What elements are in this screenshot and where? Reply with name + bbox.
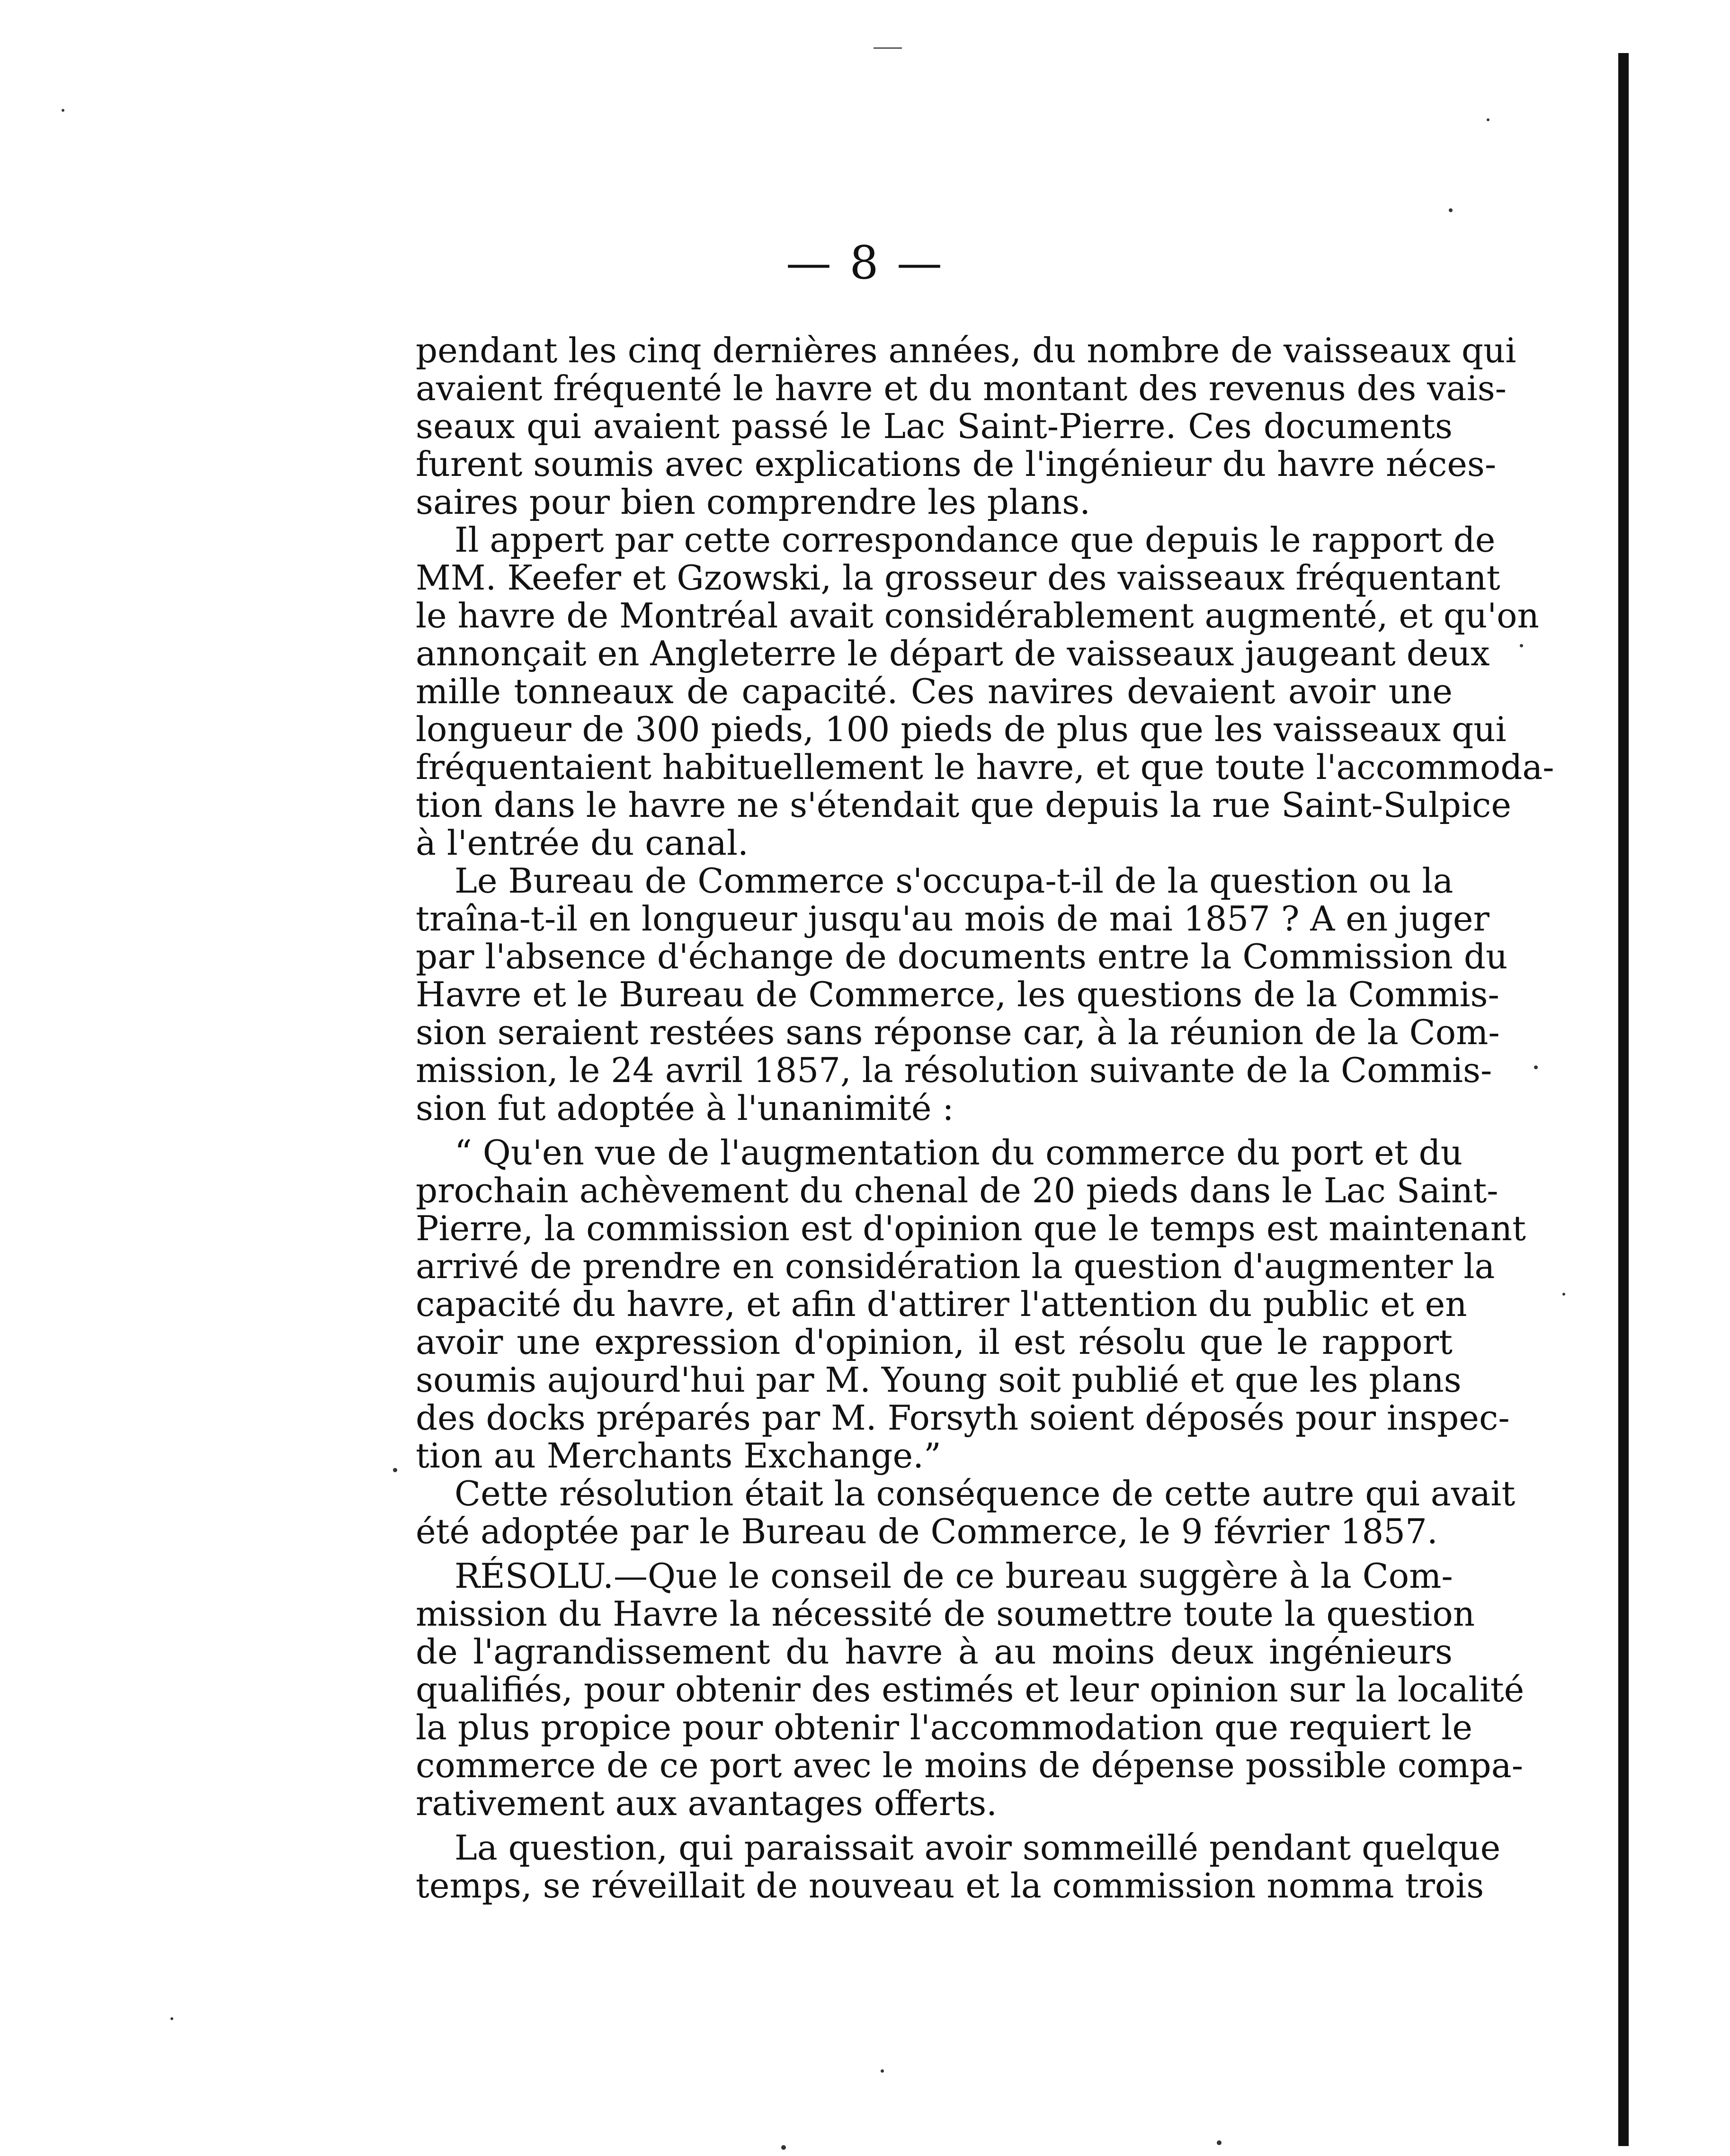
text-line: tion dans le havre ne s'étendait que depuis la rue Saint-Sulpice xyxy=(416,785,1511,825)
text-line: Il appert par cette correspondance que depuis le rapport de xyxy=(455,520,1496,560)
paragraph-5 xyxy=(416,1474,1516,1551)
text-line: par l'absence d'échange de documents entre la Commission du xyxy=(416,937,1508,976)
text-line: traîna-t-il en longueur jusqu'au mois de mai 1857 ? A en juger xyxy=(416,899,1489,939)
text-line: avaient fréquenté le havre et du montant des revenus des vais- xyxy=(416,368,1507,408)
text-line: des docks préparés par M. Forsyth soient déposés pour inspec- xyxy=(416,1398,1510,1438)
text-line: à l'entrée du canal. xyxy=(416,823,749,863)
text-line: mille tonneaux de capacité. Ces navires devaient avoir une xyxy=(416,671,1453,711)
text-line: Cette résolution était la conséquence de cette autre qui avait xyxy=(455,1474,1516,1513)
text-line: Havre et le Bureau de Commerce, les questions de la Commis- xyxy=(416,975,1499,1014)
text-line: le havre de Montréal avait considérablement augmenté, et qu'on xyxy=(416,596,1539,635)
text-line: furent soumis avec explications de l'ingénieur du havre néces- xyxy=(416,444,1497,484)
scan-speck xyxy=(1217,2140,1222,2145)
scan-mark-top xyxy=(874,47,902,49)
body-text xyxy=(416,331,1554,1906)
text-line: rativement aux avantages offerts. xyxy=(416,1783,998,1823)
text-line: mission, le 24 avril 1857, la résolution suivante de la Commis- xyxy=(416,1050,1492,1090)
paragraph-4-quotation xyxy=(416,1133,1526,1476)
text-line: sion seraient restées sans réponse car, à la réunion de la Com- xyxy=(416,1012,1500,1052)
text-line: RÉSOLU.—Que le conseil de ce bureau suggère à la Com- xyxy=(455,1556,1453,1596)
text-line: annonçait en Angleterre le départ de vaisseaux jaugeant deux xyxy=(416,634,1490,673)
text-line: pendant les cinq dernières années, du nombre de vaisseaux qui xyxy=(416,331,1516,370)
scan-speck xyxy=(1449,208,1453,212)
scan-speck xyxy=(1487,118,1489,121)
scan-speck xyxy=(1562,1293,1565,1296)
text-line: “ Qu'en vue de l'augmentation du commerce du port et du xyxy=(455,1133,1463,1172)
text-line: tion au Merchants Exchange.” xyxy=(416,1436,941,1476)
text-line: Pierre, la commission est d'opinion que le temps est maintenant xyxy=(416,1208,1526,1248)
text-line: seaux qui avaient passé le Lac Saint-Pierre. Ces documents xyxy=(416,406,1453,446)
text-line: arrivé de prendre en considération la question d'augmenter la xyxy=(416,1246,1495,1286)
paragraph-3 xyxy=(416,861,1508,1128)
text-line: mission du Havre la nécessité de soumettre toute la question xyxy=(416,1594,1475,1634)
text-line: capacité du havre, et afin d'attirer l'attention du public et en xyxy=(416,1284,1467,1324)
scan-speck xyxy=(881,2069,884,2073)
scan-speck xyxy=(170,2017,173,2020)
text-line: soumis aujourd'hui par M. Young soit publié et que les plans xyxy=(416,1360,1462,1400)
text-line: saires pour bien comprendre les plans. xyxy=(416,482,1091,522)
text-line: fréquentaient habituellement le havre, et que toute l'accommoda- xyxy=(416,747,1554,787)
scan-speck xyxy=(1534,1065,1538,1069)
scan-speck xyxy=(781,2145,786,2150)
text-line: avoir une expression d'opinion, il est résolu que le rapport xyxy=(416,1322,1453,1362)
text-line: été adoptée par le Bureau de Commerce, le 9 février 1857. xyxy=(416,1512,1438,1551)
scan-speck xyxy=(1520,644,1523,647)
text-line: La question, qui paraissait avoir sommeillé pendant quelque xyxy=(455,1828,1501,1868)
paragraph-6-resolution xyxy=(416,1556,1525,1823)
text-line: qualifiés, pour obtenir des estimés et leur opinion sur la localité xyxy=(416,1670,1525,1709)
text-line: longueur de 300 pieds, 100 pieds de plus que les vaisseaux qui xyxy=(416,709,1507,749)
paragraph-1 xyxy=(416,331,1516,522)
text-line: prochain achèvement du chenal de 20 pieds dans le Lac Saint- xyxy=(416,1171,1498,1210)
paragraph-2 xyxy=(416,520,1554,863)
text-line: sion fut adoptée à l'unanimité : xyxy=(416,1088,954,1128)
text-line: Le Bureau de Commerce s'occupa-t-il de la question ou la xyxy=(455,861,1454,901)
page-number: — 8 — xyxy=(785,236,945,289)
scan-speck xyxy=(393,1468,397,1472)
text-line: commerce de ce port avec le moins de dépense possible compa- xyxy=(416,1745,1524,1785)
text-line: temps, se réveillait de nouveau et la commission nomma trois xyxy=(416,1866,1484,1906)
paragraph-7 xyxy=(416,1828,1501,1906)
text-line: MM. Keefer et Gzowski, la grosseur des vaisseaux fréquentant xyxy=(416,558,1500,598)
text-line: de l'agrandissement du havre à au moins deux ingénieurs xyxy=(416,1632,1453,1672)
scan-speck xyxy=(62,109,64,112)
page-edge-border xyxy=(1618,53,1629,2146)
text-line: la plus propice pour obtenir l'accommodation que requiert le xyxy=(416,1708,1472,1747)
